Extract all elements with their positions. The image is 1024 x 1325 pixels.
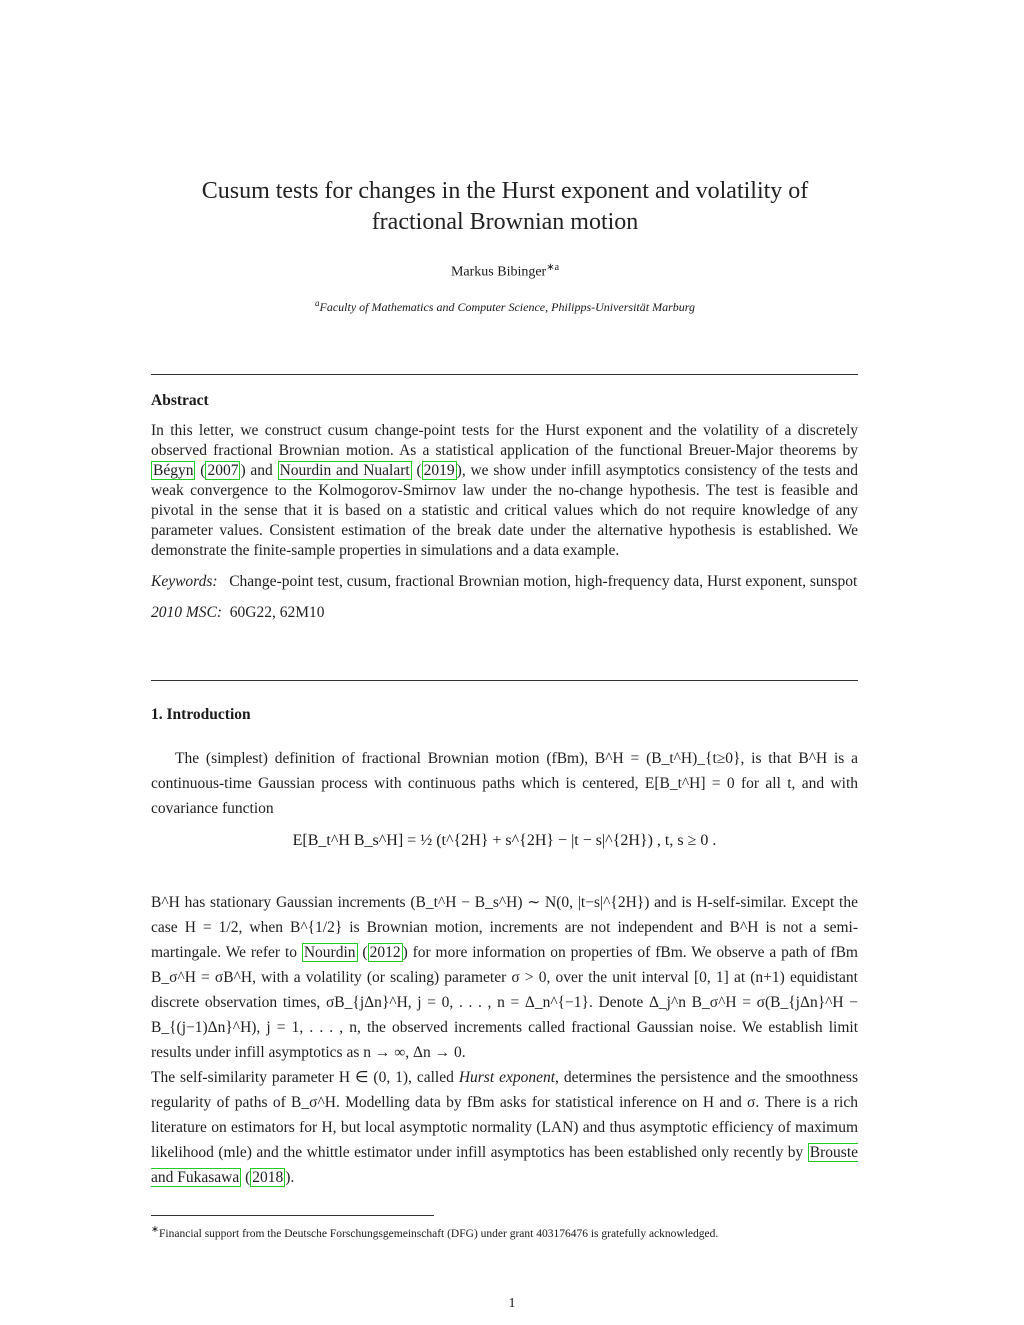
citation-nourdin-nualart-year[interactable]: 2019 [423,462,455,479]
msc-label: 2010 MSC: [151,604,223,621]
intro-text-3a: The self-similarity parameter H ∈ (0, 1), called [151,1069,459,1086]
abstract-text-3: ), we show under infill asymptotics consistency of the tests and weak convergence to the Kolmogorov-Smirnov law under the no-change hypothesis. The test is feasible and pivotal in the sense that it is based on a statistic and critical values which do not require knowledge of any parameter values. Consistent estimation of the break date under the alternative hypothesis is established. We demonstrate the finite-sample properties in simulations and a data example. [151,462,858,559]
abstract-text-2: and [245,462,278,479]
intro-text-2a: B^H has stationary Gaussian increments (B_t^H − B_s^H) ∼ N(0, |t−s|^{2H}) and is H-self-similar. Except the case H = 1/2, when B^{1/2} is Brownian motion, increments are not independent and B^H is not a semi-martingale. We refer to [151,894,858,961]
abstract-paragraph: In this letter, we construct cusum change-point tests for the Hurst exponent and the volatility of a discretely observed fractional Brownian motion. As a statistical application of the functional Breuer-Major theorems by Bégyn ( 2007 ) and Nourdin and Nualart ( 2019 ), we show under infill asymptotics consistency of the tests and weak convergence to the Kolmogorov-Smirnov law under the no-change hypothesis. The test is feasible and pivotal in the sense that it is based on a statistic and critical values which do not require knowledge of any parameter values. Consistent estimation of the break date under the alternative hypothesis is established. We demonstrate the finite-sample properties in simulations and a data example. [151,422,858,559]
page-number: 1 [508,1296,516,1311]
title-line-1: Cusum tests for changes in the Hurst exponent and volatility of [201,178,809,204]
keywords-text: Change-point test, cusum, fractional Brownian motion, high-frequency data, Hurst exponent, sunspot [229,573,858,590]
citation-nourdin-year[interactable]: 2012 [369,944,401,961]
intro-text-2: B^H has stationary Gaussian increments (B_t^H − B_s^H) ∼ N(0, |t−s|^{2H}) and is H-self-similar. Except the case H = 1/2, when B^{1/2} is Brownian motion, increments are not independent and B^H is not a semi-martingale. We refer to Nourdin ( 2012 ) for more information on properties of fBm. We observe a path of fBm B_σ^H = σB^H, with a volatility (or scaling) parameter σ > 0, over the unit interval [0, 1] at (n+1) equidistant discrete observation times, σB_{jΔn}^H, j = 0, . . . , n = Δ_n^{−1}. Denote Δ_j^n B_σ^H = σ(B_{jΔn}^H − B_{(j−1)Δn}^H), j = 1, . . . , n, the observed increments called fractional Gaussian noise. We establish limit results under infill asymptotics as n → ∞, Δn → 0. [151,894,858,1061]
abstract-bottom-rule [151,680,858,681]
author-marks: ∗a [546,262,560,273]
citation-nourdin[interactable]: Nourdin [303,944,356,961]
footnote-text: Financial support from the Deutsche Forschungsgemeinschaft (DFG) under grant 403176476 is gratefully acknowledged. [159,1227,719,1240]
footnote-mark: ∗ [151,1224,160,1235]
intro-text-3c: . [290,1169,295,1186]
footnote [151,1222,858,1242]
covariance-equation: E[B_t^H B_s^H] = ½ (t^{2H} + s^{2H} − |t − s|^{2H}) , t, s ≥ 0 . [292,832,717,849]
author-name: Markus Bibinger [450,264,547,280]
intro-text-3: The self-similarity parameter H ∈ (0, 1), called Hurst exponent, determines the persistence and the smoothness regularity of paths of B_σ^H. Modelling data by fBm asks for statistical inference on H and σ. There is a rich literature on estimators for H, but local asymptotic normality (LAN) and thus asymptotic efficiency of maximum likelihood (mle) and the whittle estimator under infill asymptotics has been established only recently by Brouste and Fukasawa ( 2018 ). [151,1069,858,1186]
citation-nourdin-nualart[interactable]: Nourdin and Nualart [279,462,410,479]
citation-brouste-fukasawa-year[interactable]: 2018 [252,1169,284,1186]
title-line-2: fractional Brownian motion [371,209,639,235]
intro-text-3b: , determines the persistence and the smoothness regularity of paths of B_σ^H. Modelling data by fBm asks for statistical inference on H and σ. There is a rich literature on estimators for H, but local asymptotic normality (LAN) and thus asymptotic efficiency of maximum likelihood (mle) and the whittle estimator under infill asymptotics has been established only recently by [151,1069,858,1161]
abstract-heading: Abstract [151,392,209,409]
paper-title [150,176,860,238]
section-heading-introduction: 1. Introduction [151,706,251,723]
hurst-exponent-emphasis: Hurst exponent [458,1069,556,1086]
abstract-top-rule [151,374,858,375]
author-line [150,262,860,281]
keywords-label: Keywords: [151,573,218,590]
abstract-text-1: In this letter, we construct cusum change-point tests for the Hurst exponent and the volatility of a discretely observed fractional Brownian motion. As a statistical application of the functional Breuer-Major theorems by [151,422,858,459]
msc [151,603,858,623]
citation-brouste-fukasawa[interactable]: Brouste and Fukasawa [151,1144,858,1186]
keywords [151,572,858,592]
citation-begyn[interactable]: Bégyn [153,462,194,479]
footnote-rule [151,1215,434,1216]
affiliation-mark: a [315,298,320,308]
citation-begyn-year[interactable]: 2007 [207,462,239,479]
intro-text-1: The (simplest) definition of fractional Brownian motion (fBm), B^H = (B_t^H)_{t≥0}, is that B^H is a continuous-time Gaussian process with continuous paths which is centered, E[B_t^H] = 0 for all t, and with covariance function [151,750,858,817]
affiliation-text: Faculty of Mathematics and Computer Science, Philipps-Universität Marburg [319,300,695,314]
msc-text: 60G22, 62M10 [229,604,325,621]
intro-text-2b: for more information on properties of fBm. We observe a path of fBm B_σ^H = σB^H, with a volatility (or scaling) parameter σ > 0, over the unit interval [0, 1] at (n+1) equidistant discrete observation times, σB_{jΔn}^H, j = 0, . . . , n = Δ_n^{−1}. Denote Δ_j^n B_σ^H = σ(B_{jΔn}^H − B_{(j−1)Δn}^H), j = 1, . . . , n, the observed increments called fractional Gaussian noise. We establish limit results under infill asymptotics as n → ∞, Δn → 0. [151,944,858,1061]
arxiv-stamp [18,345,62,945]
affiliation [150,298,860,315]
abstract-body [151,421,858,623]
intro-paragraph-1 [151,746,858,821]
intro-paragraph-2 [151,890,858,1190]
